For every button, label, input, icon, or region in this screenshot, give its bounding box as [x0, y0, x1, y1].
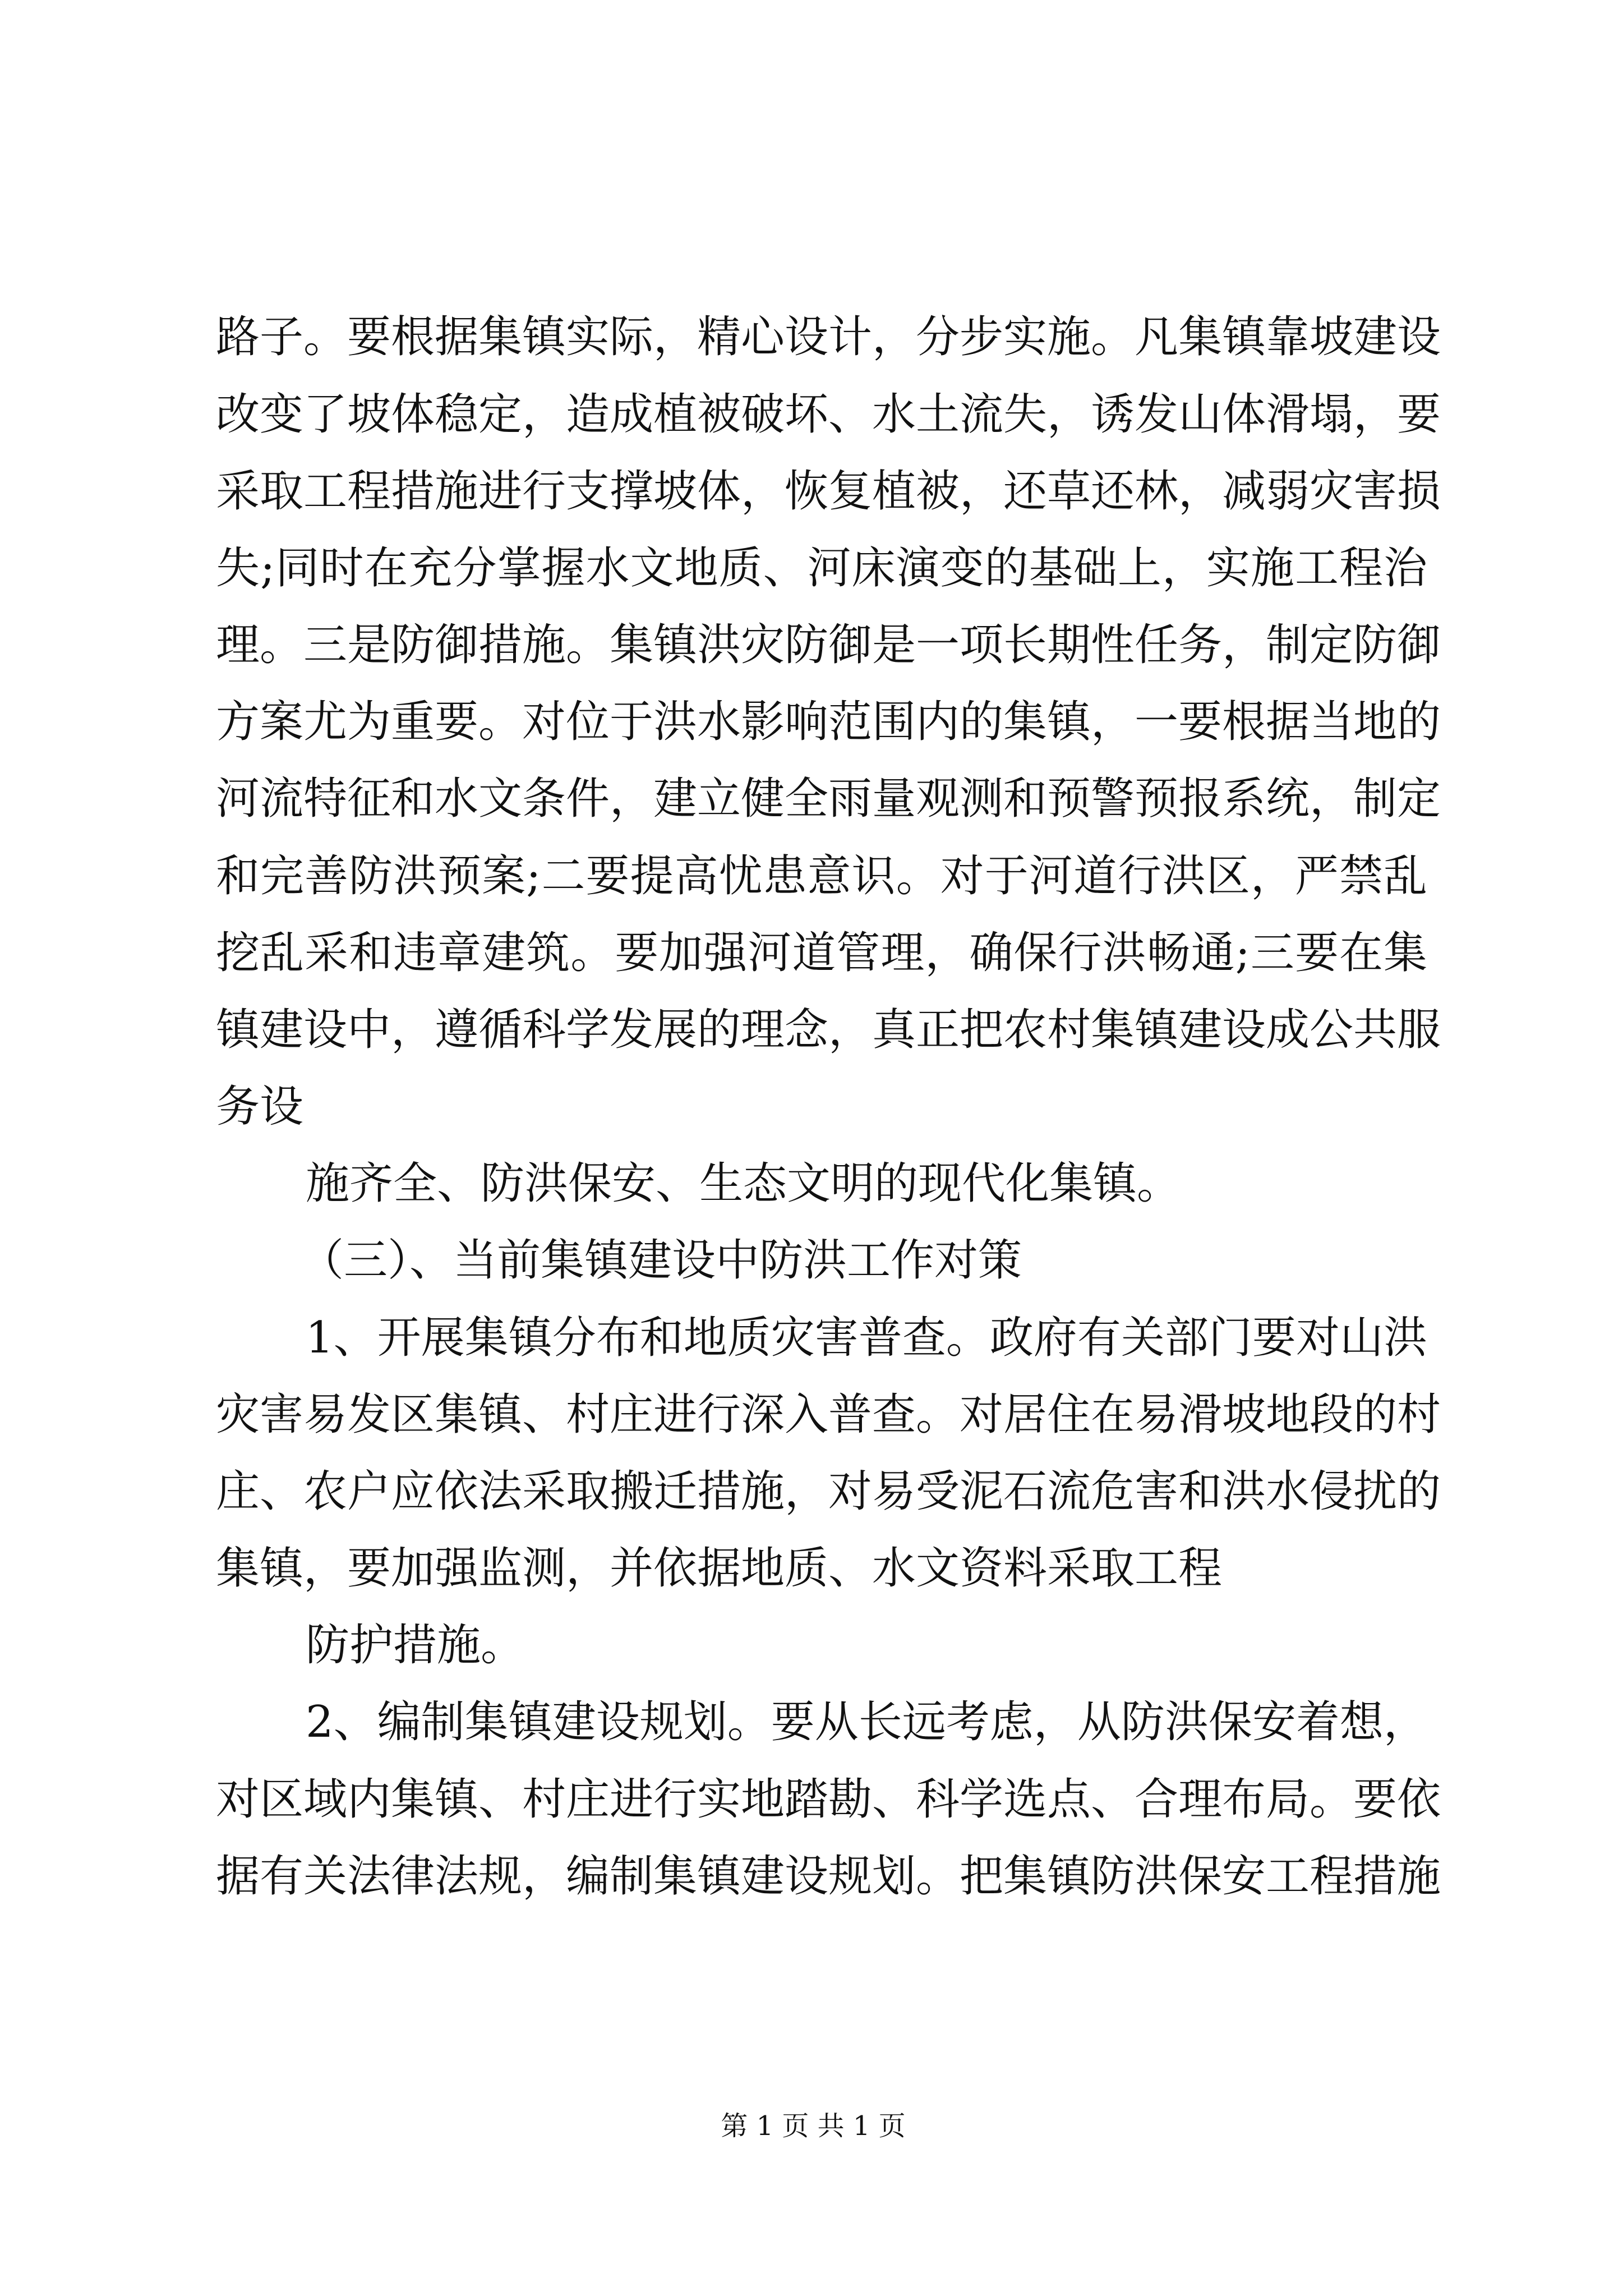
list-item-text: 1、开展集镇分布和地质灾害普查。政府有关部门要对山洪 [306, 1313, 1427, 1363]
body-text-line: 改变了坡体稳定，造成植被破坏、水土流失，诱发山体滑塌，要 [216, 389, 1441, 440]
body-text-line: 理。三是防御措施。集镇洪灾防御是一项长期性任务，制定防御 [216, 620, 1441, 670]
body-text-line: 镇建设中，遵循科学发展的理念，真正把农村集镇建设成公共服 [216, 1005, 1441, 1055]
body-text-line: 河流特征和水文条件，建立健全雨量观测和预警预报系统，制定 [216, 774, 1441, 824]
list-item-text: 2、编制集镇建设规划。要从长远考虑，从防洪保安着想， [306, 1697, 1427, 1747]
body-text-line: 灾害易发区集镇、村庄进行深入普查。对居住在易滑坡地段的村 [216, 1389, 1441, 1440]
body-text-line: 对区域内集镇、村庄进行实地踏勘、科学选点、合理布局。要依 [216, 1774, 1441, 1825]
section-heading: （三）、当前集镇建设中防洪工作对策 [300, 1235, 1022, 1286]
body-text-line: 集镇，要加强监测，并依据地质、水文资料采取工程 [216, 1543, 1223, 1594]
body-text-line: 据有关法律法规，编制集镇建设规划。把集镇防洪保安工程措施 [216, 1851, 1441, 1902]
body-text-line: 采取工程措施进行支撑坡体，恢复植被，还草还林，减弱灾害损 [216, 466, 1441, 517]
body-text-line: 挖乱采和违章建筑。要加强河道管理，确保行洪畅通;三要在集 [216, 928, 1427, 978]
paragraph-text: 防护措施。 [306, 1620, 525, 1671]
body-text-line: 方案尤为重要。对位于洪水影响范围内的集镇，一要根据当地的 [216, 697, 1441, 747]
body-text-line: 务设 [216, 1082, 304, 1132]
body-text-line: 路子。要根据集镇实际，精心设计，分步实施。凡集镇靠坡建设 [216, 312, 1441, 362]
body-text-line: 和完善防洪预案;二要提高忧患意识。对于河道行洪区，严禁乱 [216, 851, 1427, 901]
body-text-line: 失;同时在充分掌握水文地质、河床演变的基础上，实施工程治 [216, 543, 1427, 593]
page-number-footer: 第 1 页 共 1 页 [721, 2110, 906, 2142]
paragraph-text: 施齐全、防洪保安、生态文明的现代化集镇。 [306, 1158, 1181, 1209]
body-text-line: 庄、农户应依法采取搬迁措施，对易受泥石流危害和洪水侵扰的 [216, 1466, 1441, 1517]
